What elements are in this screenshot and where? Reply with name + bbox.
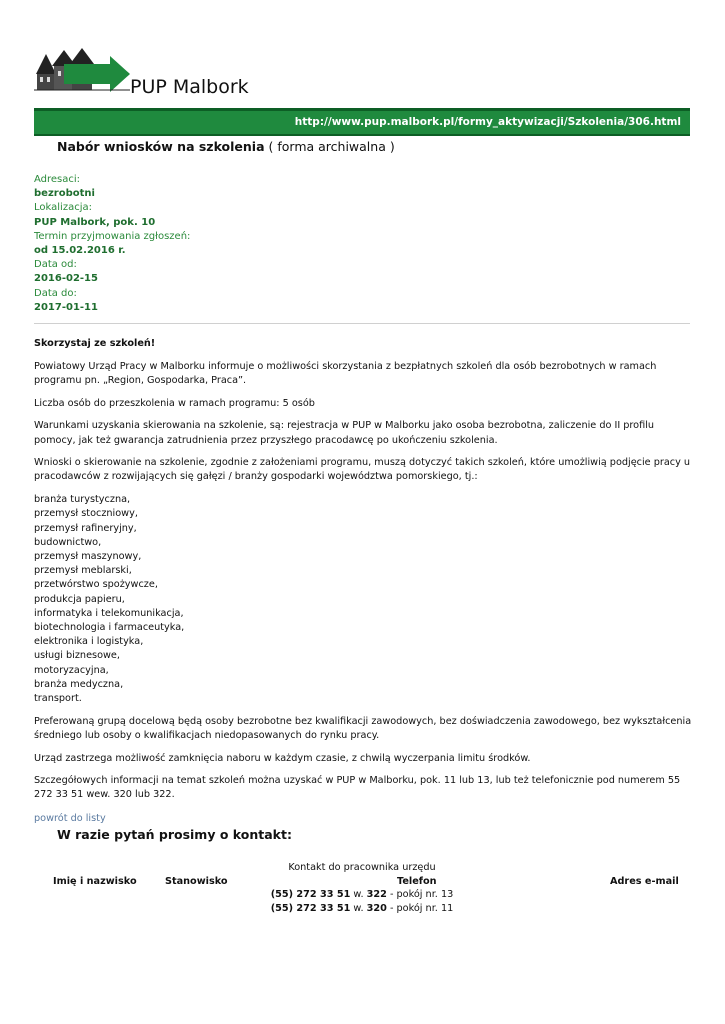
list-item: budownictwo, bbox=[34, 536, 102, 548]
phone-room: - pokój nr. 13 bbox=[386, 889, 454, 900]
back-to-list-link[interactable]: powrót do listy bbox=[34, 813, 106, 824]
paragraph-conditions: Warunkami uzyskania skierowania na szkolenie, są: rejestracja w PUP w Malborku jako osoba bezrobotna, zaliczenie do II profilu pomocy, jak też gwarancja zatrudnienia przez przyszłego pracodawcę po ukończeniu szkolenia. bbox=[34, 420, 655, 446]
date-to-value: 2017-01-11 bbox=[34, 301, 98, 313]
list-item: przemysł maszynowy, bbox=[34, 550, 142, 562]
phone-number: (55) 272 33 51 bbox=[270, 889, 351, 900]
list-item: biotechnologia i farmaceutyka, bbox=[34, 621, 185, 633]
contact-heading: W razie pytań prosimy o kontakt: bbox=[57, 827, 292, 842]
article-body bbox=[34, 337, 694, 811]
paragraph-target-group: Preferowaną grupą docelową będą osoby bezrobotne bez kwalifikacji zawodowych, bez doświadczenia zawodowego, bez wykształcenia średniego lub osoby o kwalifikacjach niedopasowanych do rynku pracy. bbox=[34, 715, 692, 741]
site-logo[interactable] bbox=[34, 44, 254, 100]
recipients-label: Adresaci: bbox=[34, 174, 81, 185]
list-item: elektronika i logistyka, bbox=[34, 636, 144, 648]
paragraph-count: Liczba osób do przeszkolenia w ramach programu: 5 osób bbox=[34, 397, 315, 409]
list-item: motoryzacyjna, bbox=[34, 664, 109, 676]
date-from-label: Data od: bbox=[34, 259, 77, 271]
industry-list bbox=[34, 493, 694, 706]
paragraph-more-info: Szczegółowych informacji na temat szkoleń można uzyskać w PUP w Malborku, pok. 11 lub 13, lub też telefonicznie pod numerem 55 272 33 51 wew. 320 lub 322. bbox=[34, 775, 681, 801]
paragraph-intro: Powiatowy Urząd Pracy w Malborku informuje o możliwości skorzystania z bezpłatnych szkoleń dla osób bezrobotnych w ramach programu pn. „Region, Gospodarka, Praca”. bbox=[34, 360, 657, 386]
list-item: branża medyczna, bbox=[34, 678, 124, 690]
list-item: branża turystyczna, bbox=[34, 494, 131, 506]
phone-entry: (55) 272 33 51 w. 322 - pokój nr. 13 bbox=[270, 889, 454, 900]
phone-extension: 320 bbox=[366, 903, 387, 914]
phone-entry: (55) 272 33 51 w. 320 - pokój nr. 11 bbox=[270, 903, 454, 914]
url-bar bbox=[34, 108, 690, 136]
date-from-value: 2016-02-15 bbox=[34, 273, 98, 285]
offer-details bbox=[34, 173, 190, 315]
contact-table-caption: Kontakt do pracownika urzędu bbox=[288, 862, 436, 873]
column-header-phone: Telefon bbox=[397, 876, 437, 887]
column-header-position: Stanowisko bbox=[165, 876, 228, 887]
paragraph-industries-intro: Wnioski o skierowanie na szkolenie, zgodnie z założeniami programu, muszą dotyczyć takich szkoleń, które umożliwią podjęcie pracy u pracodawców z rozwijających się gałęzi / branży gospodarki województwa pomorskiego, tj.: bbox=[34, 457, 691, 483]
location-label: Lokalizacja: bbox=[34, 202, 92, 214]
list-item: transport. bbox=[34, 692, 82, 704]
recipients-value: bezrobotni bbox=[34, 188, 95, 200]
phone-room: - pokój nr. 11 bbox=[386, 903, 454, 914]
deadline-label: Termin przyjmowania zgłoszeń: bbox=[34, 230, 191, 242]
logo-buildings-arrow-icon bbox=[34, 44, 134, 96]
site-title: PUP Malbork bbox=[130, 76, 249, 98]
location-value: PUP Malbork, pok. 10 bbox=[34, 216, 156, 228]
column-header-email: Adres e-mail bbox=[610, 876, 679, 887]
paragraph-reservation: Urząd zastrzega możliwość zamknięcia naboru w każdym czasie, z chwilą wyczerpania limitu środków. bbox=[34, 752, 531, 764]
date-to-label: Data do: bbox=[34, 287, 77, 299]
list-item: usługi biznesowe, bbox=[34, 650, 120, 662]
list-item: przemysł rafineryjny, bbox=[34, 522, 137, 534]
phone-extension: 322 bbox=[366, 889, 387, 900]
list-item: informatyka i telekomunikacja, bbox=[34, 607, 184, 619]
list-item: przetwórstwo spożywcze, bbox=[34, 579, 158, 591]
phone-number: (55) 272 33 51 bbox=[270, 903, 351, 914]
list-item: produkcja papieru, bbox=[34, 593, 125, 605]
deadline-value: od 15.02.2016 r. bbox=[34, 245, 126, 257]
page-url[interactable]: http://www.pup.malbork.pl/formy_aktywizacji/Szkolenia/306.html bbox=[294, 116, 681, 128]
page-title bbox=[57, 139, 395, 154]
page-title-main: Nabór wniosków na szkolenia bbox=[57, 139, 265, 154]
list-item: przemysł stoczniowy, bbox=[34, 508, 138, 520]
list-item: przemysł meblarski, bbox=[34, 565, 132, 577]
page-title-suffix: ( forma archiwalna ) bbox=[264, 139, 395, 154]
article-heading: Skorzystaj ze szkoleń! bbox=[34, 338, 156, 349]
divider bbox=[34, 323, 690, 324]
column-header-name: Imię i nazwisko bbox=[53, 876, 137, 887]
